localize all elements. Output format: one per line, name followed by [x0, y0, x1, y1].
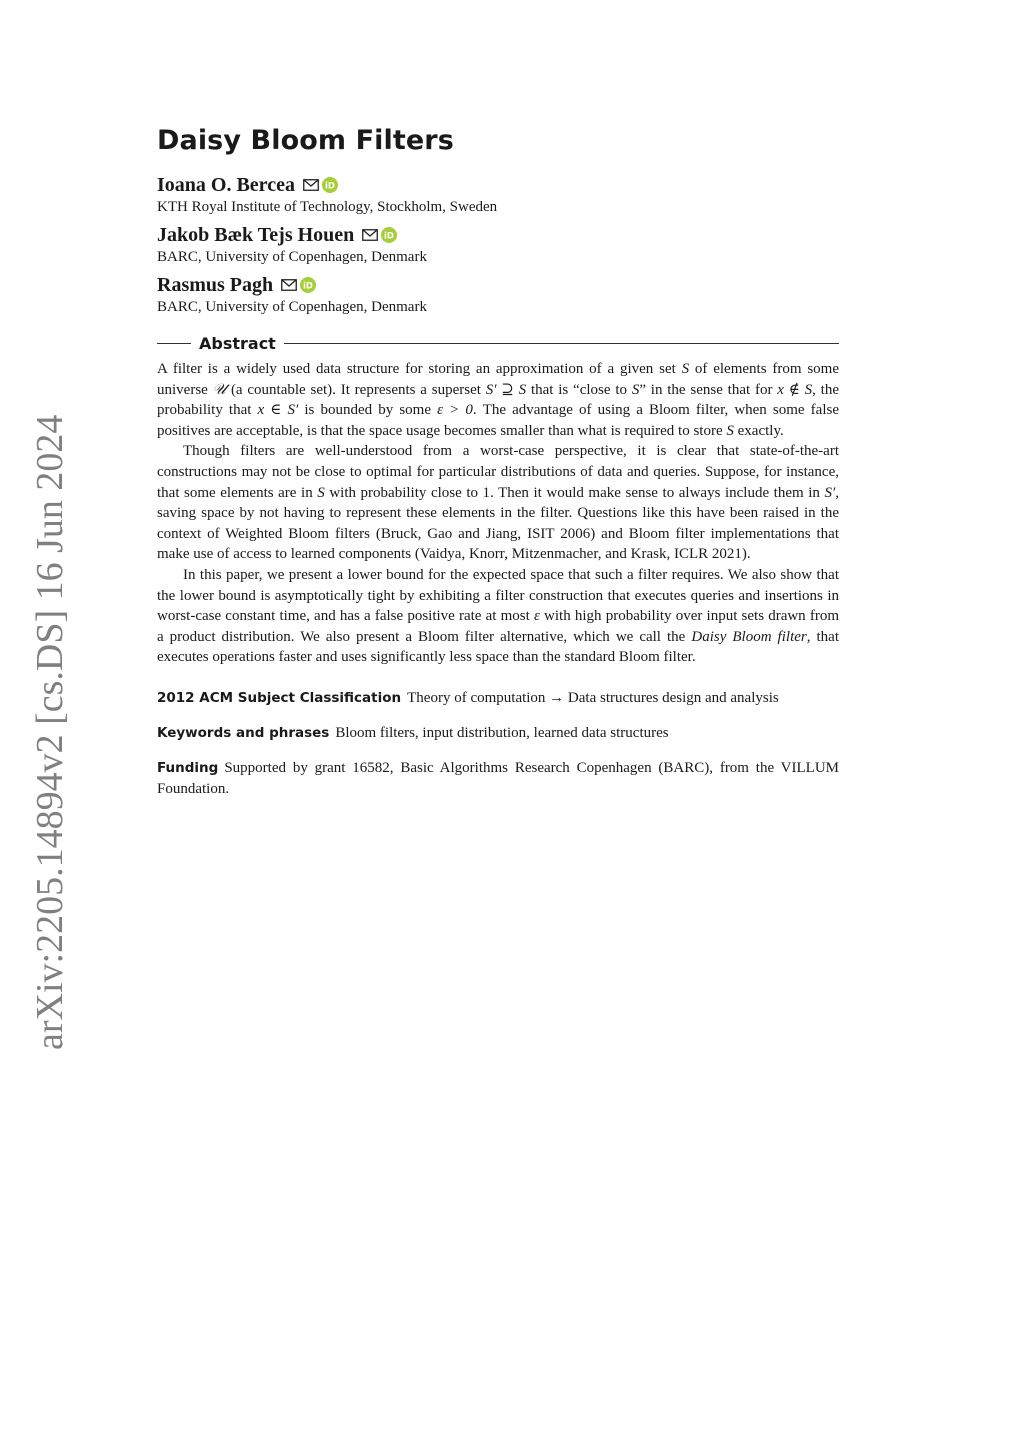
author-name: Jakob Bæk Tejs Houen [157, 223, 355, 246]
orcid-icon[interactable] [322, 177, 338, 193]
abstract-paragraph-3: In this paper, we present a lower bound for the expected space that such a filter requires. We also show that the lower bound is asymptotically tight by exhibiting a filter construction that executes queries and insertions in worst-case constant time, and has a false positive rate at most ε with high probability over input sets drawn from a product distribution. We also present a Bloom filter alternative, which we call the Daisy Bloom filter, that executes operations faster and uses significantly less space than the standard Bloom filter. [157, 566, 840, 666]
keywords-label: Keywords and phrases [157, 724, 330, 741]
author-affiliation: KTH Royal Institute of Technology, Stockholm, Sweden [157, 199, 498, 215]
acm-classification [157, 688, 839, 709]
mail-icon[interactable] [281, 279, 297, 291]
orcid-icon[interactable] [381, 227, 397, 243]
funding-label: Funding [157, 759, 219, 776]
mail-icon[interactable] [303, 179, 319, 191]
author-affiliation: BARC, University of Copenhagen, Denmark [157, 249, 427, 265]
author-block [157, 222, 839, 266]
abstract-heading [157, 334, 839, 353]
keywords [157, 723, 839, 744]
author-block [157, 272, 839, 316]
abstract-paragraph-1: A filter is a widely used data structure for storing an approximation of a given set S of elements from some universe 𝒰 (a countable set). It represents a superset S′ ⊇ S that is “close to S” in the sense that for x ∉ S, the probability that x ∈ S′ is bounded by some ε > 0. The advantage of using a Bloom filter, when some false positives are acceptable, is that the space usage becomes smaller than what is required to store S exactly. [157, 361, 840, 439]
funding-text: Supported by grant 16582, Basic Algorithms Research Copenhagen (BARC), from the VILLUM Foundation. [157, 759, 839, 797]
svg-text:iD: iD [324, 181, 335, 192]
funding [157, 758, 839, 800]
svg-text:iD: iD [303, 281, 314, 292]
arxiv-identifier: arXiv:2205.14894v2 [cs.DS] 16 Jun 2024 [29, 414, 71, 1050]
abstract-rule-right [284, 343, 839, 344]
orcid-icon[interactable] [300, 277, 316, 293]
mail-icon[interactable] [362, 229, 378, 241]
author-block [157, 172, 839, 216]
author-name: Ioana O. Bercea [157, 173, 295, 196]
paper-title: Daisy Bloom Filters [157, 125, 454, 156]
acm-label: 2012 ACM Subject Classification [157, 689, 402, 706]
author-affiliation: BARC, University of Copenhagen, Denmark [157, 299, 427, 315]
abstract-rule-left [157, 343, 191, 344]
author-name: Rasmus Pagh [157, 273, 274, 296]
svg-text:iD: iD [384, 231, 395, 242]
keywords-text: Bloom filters, input distribution, learned data structures [335, 724, 669, 741]
paper-first-page [157, 125, 839, 800]
abstract-label: Abstract [199, 334, 276, 353]
acm-text: Theory of computation → Data structures design and analysis [407, 689, 779, 706]
abstract-paragraph-2: Though filters are well-understood from a worst-case perspective, it is clear that state-of-the-art constructions may not be close to optimal for particular distributions of data and queries. Suppose, for instance, that some elements are in S with probability close to 1. Then it would make sense to always include them in S′, saving space by not having to represent these elements in the filter. Questions like this have been raised in the context of Weighted Bloom filters (Bruck, Gao and Jiang, ISIT 2006) and Bloom filter implementations that make use of access to learned components (Vaidya, Knorr, Mitzenmacher, and Krask, ICLR 2021). [157, 443, 840, 563]
